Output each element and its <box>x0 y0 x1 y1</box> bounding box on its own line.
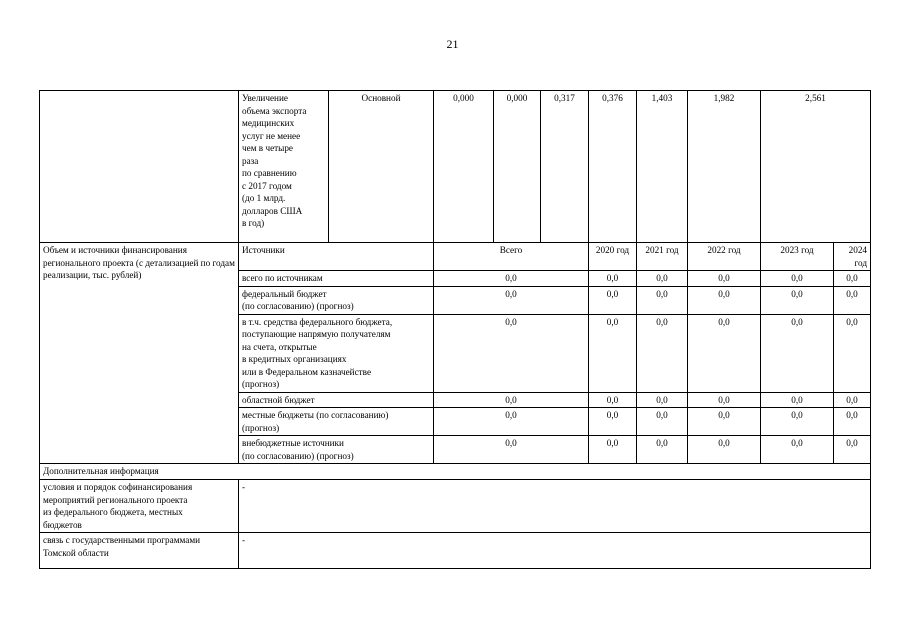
indicator-type: Основной <box>329 91 434 243</box>
text-line: раза <box>242 155 259 166</box>
text-line: чем в четыре <box>242 143 294 153</box>
additional-row <box>40 480 871 533</box>
project-table <box>39 90 871 569</box>
indicator-value: 0,376 <box>589 91 637 243</box>
financing-value: 0,0 <box>637 271 688 287</box>
financing-year-header: 2022 год <box>688 243 761 271</box>
financing-value: 0,0 <box>434 392 589 408</box>
financing-value: 0,0 <box>688 408 761 436</box>
financing-source-label <box>239 408 434 436</box>
financing-value: 0,0 <box>834 271 871 287</box>
text-line: Увеличение <box>242 93 288 103</box>
financing-value: 0,0 <box>434 408 589 436</box>
financing-value: 0,0 <box>834 286 871 314</box>
financing-value: 0,0 <box>589 436 637 464</box>
text-line: Томской области <box>43 547 109 558</box>
financing-value: 0,0 <box>761 314 834 392</box>
financing-value: 0,0 <box>589 314 637 392</box>
financing-value: 0,0 <box>761 408 834 436</box>
indicator-empty-cell <box>40 91 239 243</box>
financing-value: 0,0 <box>637 314 688 392</box>
financing-value: 0,0 <box>434 286 589 314</box>
financing-year-header: 2024 год <box>834 243 871 271</box>
text-line: мероприятий регионального проекта <box>43 494 188 505</box>
financing-value: 0,0 <box>688 436 761 464</box>
additional-row <box>40 533 871 569</box>
financing-sources-header: Источники <box>239 243 434 271</box>
financing-source-label <box>239 314 434 392</box>
financing-value: 0,0 <box>637 286 688 314</box>
financing-value: 0,0 <box>434 436 589 464</box>
indicator-value: 1,982 <box>688 91 761 243</box>
text-line: всего по источникам <box>242 273 323 283</box>
text-line: областной бюджет <box>242 394 315 405</box>
text-line: поступающие напрямую получателям <box>242 329 391 339</box>
indicator-value: 1,403 <box>637 91 688 243</box>
indicator-value: 2,561 <box>761 91 871 243</box>
financing-value: 0,0 <box>761 436 834 464</box>
text-line: местные бюджеты (по согласованию) <box>242 410 389 420</box>
financing-value: 0,0 <box>637 392 688 408</box>
financing-value: 0,0 <box>688 286 761 314</box>
additional-header: Дополнительная информация <box>40 464 871 480</box>
financing-value: 0,0 <box>589 408 637 436</box>
text-line: в год) <box>242 218 265 228</box>
text-line: на счета, открытые <box>242 341 317 352</box>
text-line: из федерального бюджета, местных <box>43 507 183 517</box>
financing-value: 0,0 <box>688 392 761 408</box>
financing-value: 0,0 <box>688 271 761 287</box>
financing-value: 0,0 <box>761 286 834 314</box>
additional-label <box>40 533 239 569</box>
text-line: федеральный бюджет <box>242 288 327 299</box>
text-line: или в Федеральном казначействе <box>242 366 372 377</box>
text-line: (по согласованию) (прогноз) <box>242 450 354 461</box>
text-line: внебюджетные источники <box>242 438 344 448</box>
financing-value: 0,0 <box>761 392 834 408</box>
text-line: с 2017 годом <box>242 180 292 191</box>
indicator-value: 0,000 <box>434 91 494 243</box>
financing-value: 0,0 <box>434 314 589 392</box>
financing-source-label <box>239 271 434 287</box>
financing-value: 0,0 <box>688 314 761 392</box>
financing-value: 0,0 <box>834 392 871 408</box>
text-line: в т.ч. средства федерального бюджета, <box>242 316 393 327</box>
financing-year-header: 2021 год <box>637 243 688 271</box>
financing-value: 0,0 <box>637 436 688 464</box>
text-line: условия и порядок софинансирования <box>43 482 193 492</box>
indicator-name <box>239 91 329 243</box>
financing-year-header: 2023 год <box>761 243 834 271</box>
additional-value: - <box>239 533 871 569</box>
text-line: медицинских <box>242 118 295 128</box>
text-line: (до 1 млрд. <box>242 193 286 203</box>
text-line: (по согласованию) (прогноз) <box>242 301 354 311</box>
financing-source-label <box>239 286 434 314</box>
text-line: услуг не менее <box>242 130 301 141</box>
text-line: объема экспорта <box>242 105 307 116</box>
additional-header-row <box>40 464 871 480</box>
financing-header-row <box>40 243 871 271</box>
text-line: бюджетов <box>43 519 82 530</box>
indicator-row <box>40 91 871 243</box>
financing-value: 0,0 <box>834 408 871 436</box>
text-line: связь с государственными программами <box>43 535 201 545</box>
financing-total-header: Всего <box>434 243 589 271</box>
page-number: 21 <box>446 37 459 51</box>
text-line: долларов США <box>242 205 303 216</box>
indicator-value: 0,000 <box>494 91 541 243</box>
text-line: по сравнению <box>242 168 297 178</box>
financing-value: 0,0 <box>834 436 871 464</box>
financing-source-label <box>239 436 434 464</box>
financing-value: 0,0 <box>589 271 637 287</box>
indicator-value: 0,317 <box>541 91 589 243</box>
text-line: в кредитных организациях <box>242 354 347 364</box>
text-line: (прогноз) <box>242 379 280 389</box>
financing-year-header: 2020 год <box>589 243 637 271</box>
financing-value: 0,0 <box>434 271 589 287</box>
financing-value: 0,0 <box>589 392 637 408</box>
text-line: (прогноз) <box>242 422 280 433</box>
financing-value: 0,0 <box>589 286 637 314</box>
additional-label <box>40 480 239 533</box>
financing-value: 0,0 <box>761 271 834 287</box>
financing-value: 0,0 <box>834 314 871 392</box>
financing-label: Объем и источники финансирования регионального проекта (с детализацией по годам реализации, тыс. рублей) <box>40 243 239 464</box>
additional-value: - <box>239 480 871 533</box>
financing-value: 0,0 <box>637 408 688 436</box>
financing-source-label <box>239 392 434 408</box>
